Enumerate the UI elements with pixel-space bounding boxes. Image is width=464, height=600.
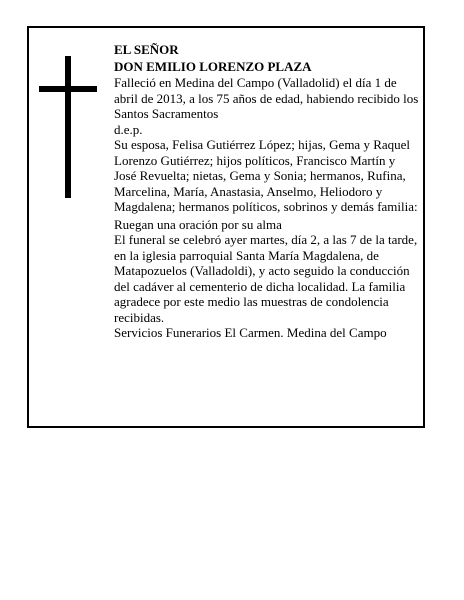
- family-list: Su esposa, Felisa Gutiérrez López; hijas, Gema y Raquel Lorenzo Gutiérrez; hijos políticos, Francisco Martín y José Revuelta; nietas, Gema y Sonia; hermanos, Rufina, Marcelina, María, Anastasia, Anselmo, Heliodoro y Magdalena; hermanos políticos, sobrinos y demás familia:: [114, 137, 418, 214]
- cross-icon: [39, 56, 97, 198]
- obituary-notice: [27, 26, 425, 428]
- notice-text: [114, 42, 420, 341]
- funeral-home: Servicios Funerarios El Carmen. Medina del Campo: [114, 325, 387, 340]
- notice-heading: EL SEÑOR: [114, 42, 179, 57]
- death-announcement: Falleció en Medina del Campo (Valladolid) el día 1 de abril de 2013, a los 75 años de edad, habiendo recibido los Santos Sacramentos: [114, 75, 419, 121]
- deceased-name: DON EMILIO LORENZO PLAZA: [114, 58, 312, 74]
- prayer-request: Ruegan una oración por su alma: [114, 216, 282, 232]
- cross-vertical-bar: [65, 56, 71, 198]
- rip-label: d.e.p.: [114, 121, 143, 137]
- funeral-details: El funeral se celebró ayer martes, día 2, a las 7 de la tarde, en la iglesia parroquial Santa María Magdalena, de Matapozuelos (Valladoldi), y acto seguido la conducción del cadáver al cementerio de dicha localidad. La familia agradece por este medio las muestras de condolencia recibidas.: [114, 232, 418, 325]
- cross-horizontal-bar: [39, 86, 97, 92]
